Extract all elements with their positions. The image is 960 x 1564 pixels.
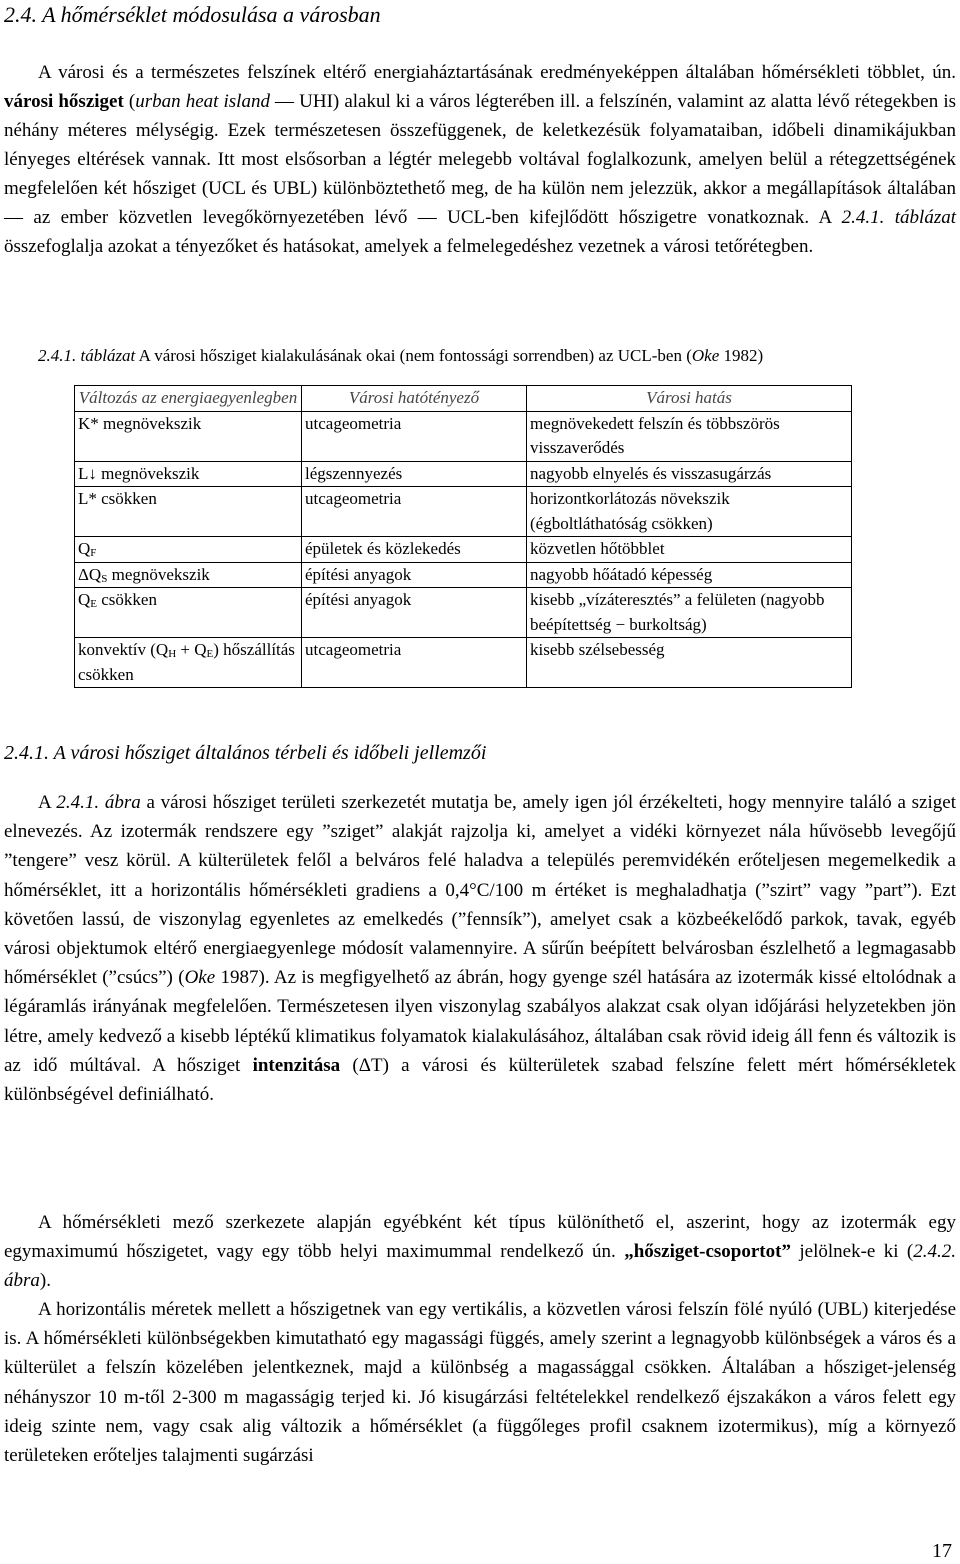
table-cell: épületek és közlekedés — [302, 537, 527, 563]
subsection-heading: 2.4.1. A városi hősziget általános térbeli és időbeli jellemzői — [4, 742, 487, 764]
header-cell: Városi hatás — [527, 386, 852, 412]
cell-text: megnövekszik — [107, 564, 210, 584]
text-run: összefoglalja azokat a tényezőket és hatásokat, amelyek a felmelegedéshez vezetnek a városi tetőrétegben. — [4, 236, 814, 257]
cell-text: csökken — [97, 590, 157, 609]
table-cell — [75, 638, 302, 688]
table-cell: megnövekedett felszín és többszörös visszaverődés — [527, 411, 852, 461]
header-cell: Városi hatótényező — [302, 386, 527, 412]
text-run: A — [38, 792, 57, 813]
table-cell: légszennyezés — [302, 461, 527, 487]
cell-text: Q — [78, 590, 91, 609]
table-caption — [38, 345, 958, 367]
body-paragraph — [4, 788, 956, 1109]
subscript: S — [101, 572, 108, 585]
table-row — [75, 411, 852, 461]
bold-term: városi hősziget — [4, 91, 124, 112]
table-cell: nagyobb elnyelés és visszasugárzás — [527, 461, 852, 487]
subscript: E — [90, 598, 98, 610]
table-row — [75, 562, 852, 588]
caption-author: Oke — [691, 346, 720, 365]
table-cell: L↓ megnövekszik — [75, 461, 302, 487]
text-run: A városi és a természetes felszínek eltérő energiaháztartásának eredményeképpen általában hőmérsékleti többlet, ún. — [38, 62, 956, 83]
caption-label: 2.4.1. táblázat — [38, 346, 136, 365]
table-row — [75, 487, 852, 537]
author-name: Oke — [184, 967, 216, 989]
cell-text: konvektív (Q — [78, 640, 169, 659]
text-run: ). — [39, 1270, 51, 1292]
table-cell: nagyobb hőátadó képesség — [527, 562, 852, 588]
table-row — [75, 537, 852, 563]
subscript: F — [90, 547, 97, 559]
table-cell: K* megnövekszik — [75, 411, 302, 461]
text-run: A hőmérsékleti mező szerkezete alapján egyébként két típus különíthető el, aszerint, hogy az izotermák egy egymaximumú hőszigetet, vagy egy több helyi maximummal rendelkező ún. — [4, 1212, 956, 1263]
table-cell: kisebb „vízáteresztés” a felületen (nagyobb beépítettség − burkoltság) — [527, 588, 852, 638]
caption-year: 1982) — [719, 346, 764, 365]
table-row — [75, 588, 852, 638]
italic-term: urban heat island — [135, 91, 270, 112]
table-cell: horizontkorlátozás növekszik (égboltláthatóság csökken) — [527, 487, 852, 537]
table-cell — [75, 588, 302, 638]
table-cell — [75, 562, 302, 588]
caption-text: A városi hősziget kialakulásának okai (nem fontossági sorrendben) az UCL-ben ( — [135, 346, 692, 365]
page-number: 17 — [932, 1540, 952, 1562]
body-paragraph — [4, 1208, 956, 1296]
text-run: 1987). Az is megfigyelhető az ábrán, hogy gyenge szél hatására az izotermák kissé eltolódnak a légáramlás irányának megfelelően. Természetesen ilyen viszonylag szabályos alakzat csak olyan időjárási helyzetekben jön létre, amely kedvező a kisebb léptékű klimatikus folyamatok kialakulásához, általában csak rövid ideig áll fenn és változik is az idő múltával. A hősziget — [4, 967, 957, 1076]
cell-text: + Q — [176, 640, 207, 659]
section-heading: 2.4. A hőmérséklet módosulása a városban — [4, 2, 381, 27]
cell-text: ) hőszállítás csökken — [78, 640, 295, 684]
figure-reference: 2.4.1. ábra — [56, 792, 141, 813]
table-cell: közvetlen hőtöbblet — [527, 537, 852, 563]
table-cell: építési anyagok — [302, 562, 527, 588]
table-row — [75, 461, 852, 487]
table-row — [75, 638, 852, 688]
table-header-row — [75, 386, 852, 412]
intro-paragraph — [4, 58, 956, 261]
table-cell: utcageometria — [302, 411, 527, 461]
table-cell: L* csökken — [75, 487, 302, 537]
table-cell: kisebb szélsebesség — [527, 638, 852, 688]
text-run: a városi hősziget területi szerkezetét mutatja be, amely igen jól érzékelteti, hogy mennyire találó a sziget elnevezés. Az izotermák rendszere egy ”sziget” alakját rajzolja ki, amelyet a vidéki környezet nála hűvösebb levegőjű ”tengere” vesz körül. A külterületek felől a belváros felé haladva a település peremvidékén erőteljesen megemelkedik a hőmérséklet, itt a horizontális hőmérsékleti gradiens a 0,4°C/100 m értéket is meghaladhatja (”szirt” vagy ”part”). Ezt követően lassú, de viszonylag egyenletes az emelkedés (”fennsík”), amelyet csak a közbeékelődő parkok, tavak, egyéb városi objektumok eltérő energiaegyenlege módosít valamennyire. A sűrűn beépített belvárosban észlelhető a legmagasabb hőmérséklet (”csúcs”) ( — [4, 792, 956, 989]
bold-term: „hősziget-csoportot” — [624, 1241, 791, 1263]
table-cell: utcageometria — [302, 638, 527, 688]
table-cell: utcageometria — [302, 487, 527, 537]
text-run: — UHI) alakul ki a város légterében ill. a felszínén, valamint az alatta lévő rétegekben is néhány méteres mélységig. Ezek természetesen összefüggenek, de keletkezésük folyamataiban, időbeli dinamikájukban lényeges eltérések vannak. Itt most elsősorban a légtér melegebb voltával foglalkozunk, amelyen belül a rétegzettségének megfelelően két hősziget (UCL és UBL) különböztethető meg, de ha külön nem jelezzük, akkor a megállapítások általában — az ember közvetlen levegőkörnyezetében lévő — UCL-ben kifejlődött hőszigetre vonatkoznak. A — [4, 91, 957, 228]
subscript: E — [206, 648, 214, 660]
factors-table — [74, 385, 852, 688]
header-cell: Változás az energiaegyenlegben — [75, 386, 302, 412]
table-cell — [75, 537, 302, 563]
text-run: ( — [123, 91, 136, 112]
bold-term: intenzitása — [252, 1054, 341, 1076]
cell-text: Q — [78, 539, 91, 558]
table-cell: építési anyagok — [302, 588, 527, 638]
table-reference: 2.4.1. táblázat — [841, 207, 956, 228]
text-run: jelölnek-e ki ( — [790, 1241, 914, 1263]
figure-reference: 2.4.2. ábra — [4, 1241, 956, 1292]
text-run: (ΔT) a városi és külterületek szabad felszíne felett mért hőmérsékletek különbségével definiálható. — [4, 1054, 956, 1106]
body-paragraph: A horizontális méretek mellett a hőszigetnek van egy vertikális, a közvetlen városi felszín fölé nyúló (UBL) kiterjedése is. A hőmérsékleti különbségekben kimutatható egy magassági függés, amely szerint a legnagyobb különbségek a város és a külterület a felszín közelében jelentkeznek, majd a különbség a magassággal csökken. Általában a hősziget-jelenség néhányszor 10 m-től 2-300 m magasságig terjed ki. Jó kisugárzási feltételekkel rendelkező éjszakákon a város felett egy ideig szinte nem, vagy csak alig változik a hőmérséklet (a függőleges profil csaknem izotermikus), míg a környező területeken erőteljes talajmenti sugárzási — [4, 1299, 956, 1467]
subscript: H — [168, 648, 177, 660]
cell-text: ΔQ — [78, 564, 102, 584]
